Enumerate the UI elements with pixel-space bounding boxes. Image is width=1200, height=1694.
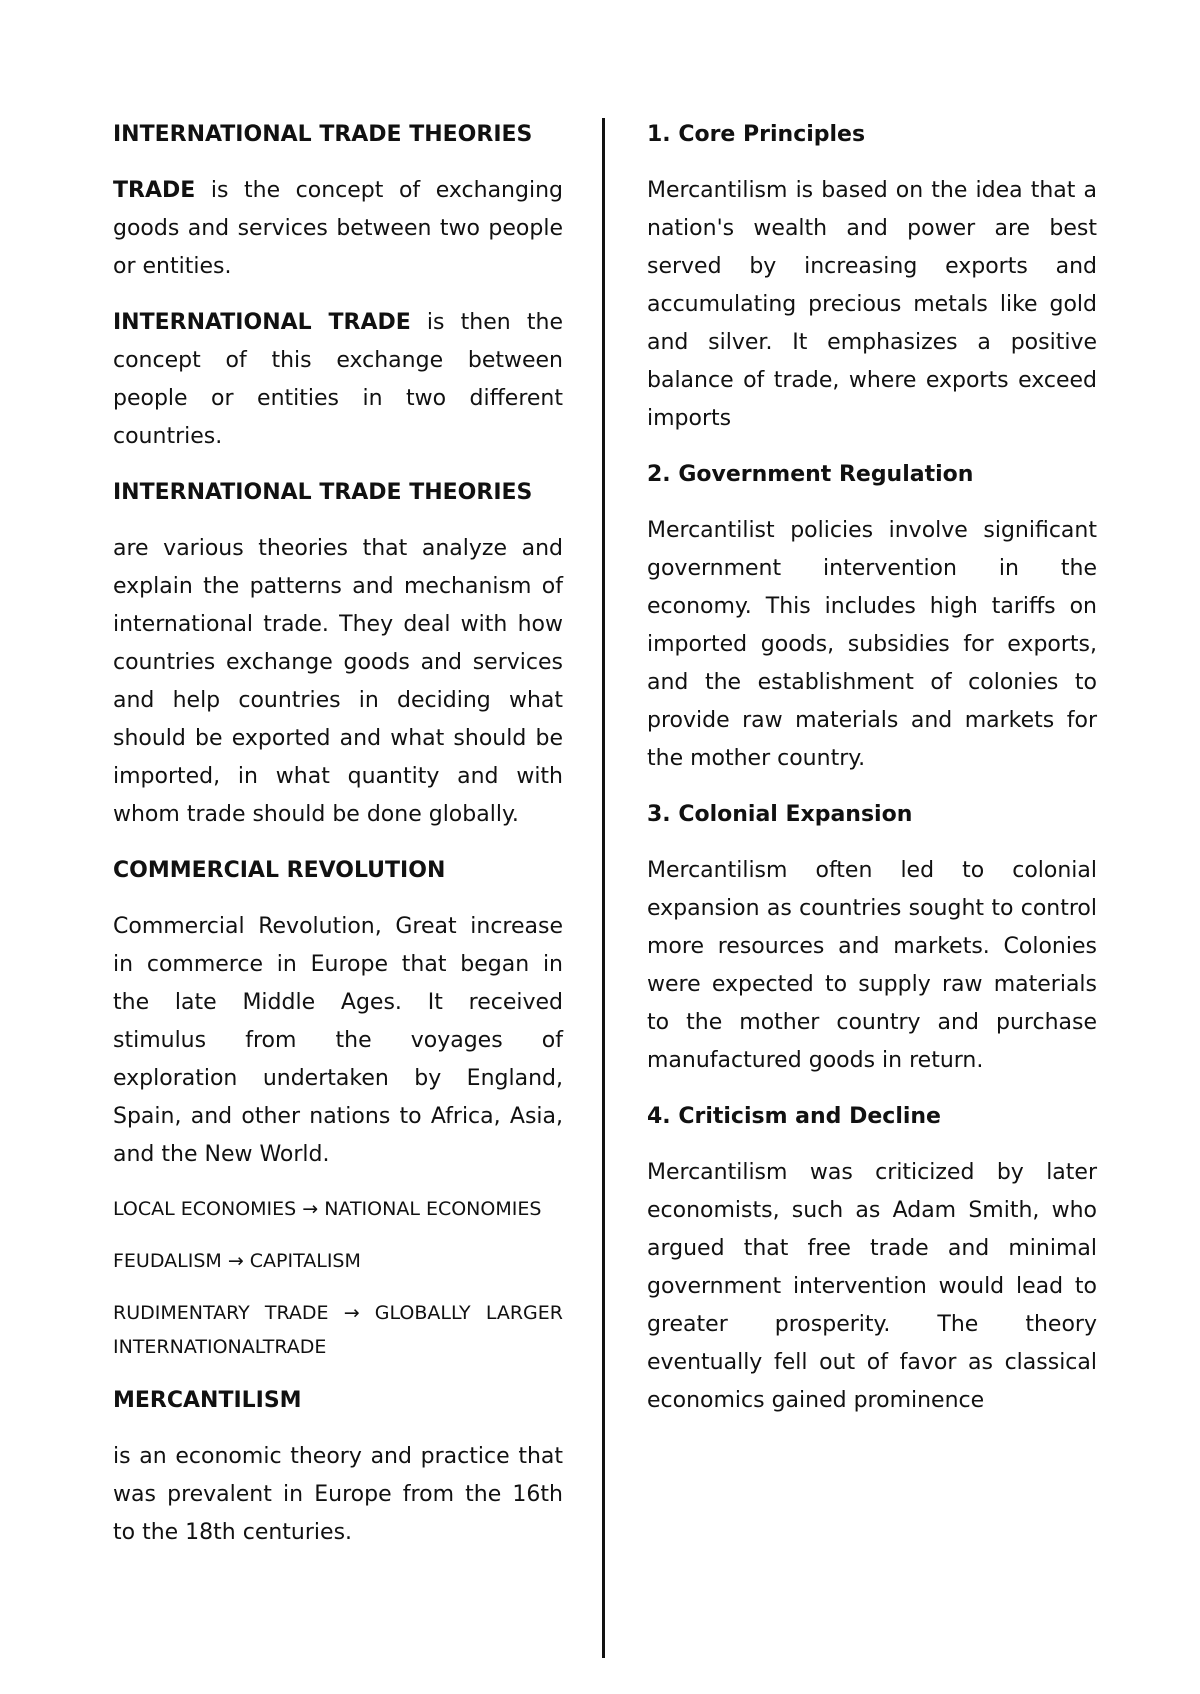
international-trade-definition xyxy=(113,304,563,456)
section-colonial-expansion-title: 3. Colonial Expansion xyxy=(647,802,913,827)
international-trade-definition-text: is then the concept of this exchange between people or entities in two different countries. xyxy=(113,310,563,449)
trade-definition xyxy=(113,172,563,286)
section-criticism-decline-title: 4. Criticism and Decline xyxy=(647,1104,941,1129)
left-column xyxy=(113,116,563,1570)
heading-international-trade-theories-2: INTERNATIONAL TRADE THEORIES xyxy=(113,480,533,505)
right-column xyxy=(647,116,1097,1438)
section-core-principles-title: 1. Core Principles xyxy=(647,122,866,147)
trade-definition-text: is the concept of exchanging goods and services between two people or entities. xyxy=(113,178,563,279)
theories-definition: are various theories that analyze and explain the patterns and mechanism of international trade. They deal with how countries exchange goods and services and help countries in deciding what should be exported and what should be imported, in what quantity and with whom trade should be done globally. xyxy=(113,536,563,827)
transition-rudimentary-to-global: RUDIMENTARY TRADE → GLOBALLY LARGER INTERNATIONALTRADE xyxy=(113,1302,563,1358)
international-trade-term: INTERNATIONAL TRADE xyxy=(113,310,411,335)
commercial-revolution-definition: Commercial Revolution, Great increase in commerce in Europe that began in the late Middle Ages. It received stimulus from the voyages of exploration undertaken by England, Spain, and other nations to Africa, Asia, and the New World. xyxy=(113,914,563,1167)
section-criticism-decline-body: Mercantilism was criticized by later economists, such as Adam Smith, who argued that free trade and minimal government intervention would lead to greater prosperity. The theory eventually fell out of favor as classical economics gained prominence xyxy=(647,1160,1097,1413)
trade-term: TRADE xyxy=(113,178,196,203)
mercantilism-definition: is an economic theory and practice that was prevalent in Europe from the 16th to the 18th centuries. xyxy=(113,1444,563,1545)
heading-mercantilism: MERCANTILISM xyxy=(113,1388,302,1413)
transition-local-to-national: LOCAL ECONOMIES → NATIONAL ECONOMIES xyxy=(113,1198,542,1220)
section-government-regulation-title: 2. Government Regulation xyxy=(647,462,974,487)
transition-feudalism-to-capitalism: FEUDALISM → CAPITALISM xyxy=(113,1250,361,1272)
section-government-regulation-body: Mercantilist policies involve significant government intervention in the economy. This includes high tariffs on imported goods, subsidies for exports, and the establishment of colonies to provide raw materials and markets for the mother country. xyxy=(647,518,1097,771)
heading-commercial-revolution: COMMERCIAL REVOLUTION xyxy=(113,858,446,883)
column-divider xyxy=(602,118,605,1658)
section-core-principles-body: Mercantilism is based on the idea that a nation's wealth and power are best served by increasing exports and accumulating precious metals like gold and silver. It emphasizes a positive balance of trade, where exports exceed imports xyxy=(647,178,1097,431)
heading-international-trade-theories: INTERNATIONAL TRADE THEORIES xyxy=(113,122,533,147)
section-colonial-expansion-body: Mercantilism often led to colonial expansion as countries sought to control more resources and markets. Colonies were expected to supply raw materials to the mother country and purchase manufactured goods in return. xyxy=(647,858,1097,1073)
